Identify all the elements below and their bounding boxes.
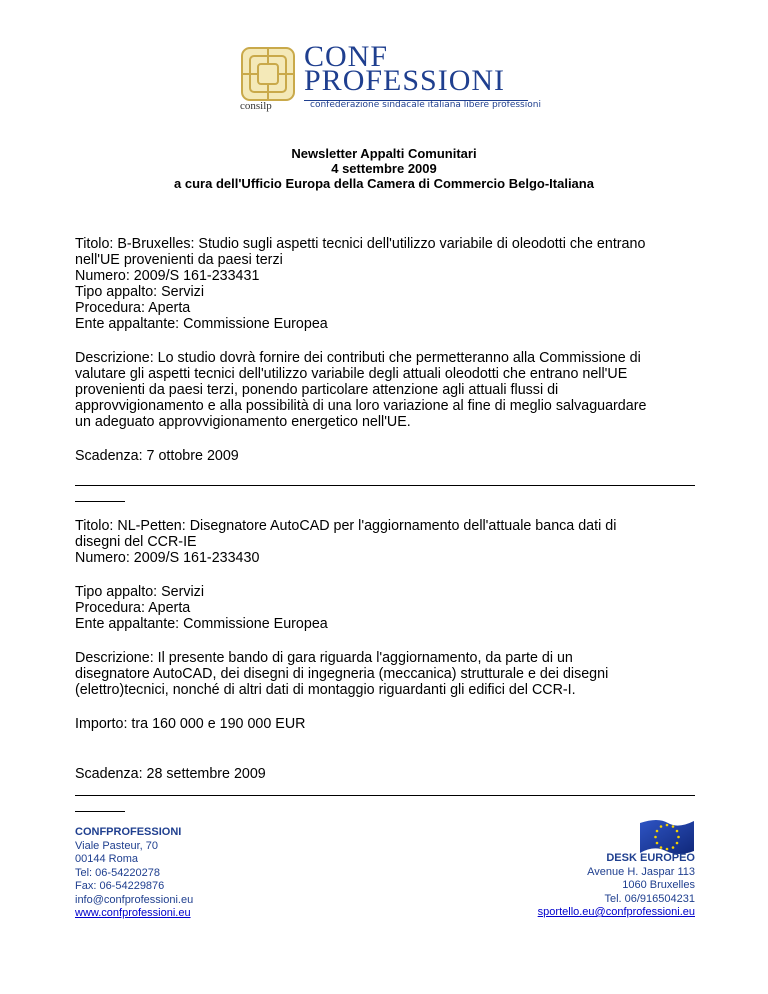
- footer-email-link[interactable]: sportello.eu@confprofessioni.eu: [537, 906, 695, 918]
- entry-procedure: Procedura: Aperta: [75, 600, 191, 616]
- entry-type: Tipo appalto: Servizi: [75, 284, 204, 300]
- entry-description-2: disegnatore AutoCAD, dei disegni di ingegneria (meccanica) strutturale e dei disegni: [75, 666, 609, 682]
- newsletter-date: 4 settembre 2009: [331, 161, 437, 176]
- footer-city: 1060 Bruxelles: [622, 879, 695, 891]
- newsletter-author: a cura dell'Ufficio Europa della Camera di Commercio Belgo-Italiana: [174, 176, 594, 191]
- entry-type: Tipo appalto: Servizi: [75, 584, 204, 600]
- separator-line-short: [75, 811, 125, 812]
- entry-description: Descrizione: Il presente bando di gara riguarda l'aggiornamento, da parte di un: [75, 650, 573, 666]
- entry-description-3: (elettro)tecnici, nonché di altri dati di montaggio riguardanti gli edifici del CCR-I.: [75, 682, 576, 698]
- footer-email: info@confprofessioni.eu: [75, 893, 194, 906]
- footer-contact-rome: [75, 826, 193, 921]
- brand-line-1: CONF: [304, 40, 389, 73]
- entry-description-3: provenienti da paesi terzi, ponendo particolare attenzione agli attuali flussi di: [75, 382, 559, 398]
- entry-description-2: valutare gli aspetti tecnici dell'utilizzo variabile degli attuali oleodotti che entrano nell'UE: [75, 366, 628, 382]
- entry-deadline: Scadenza: 28 settembre 2009: [75, 766, 266, 782]
- entry-procedure: Procedura: Aperta: [75, 300, 191, 316]
- footer-address: Viale Pasteur, 70: [75, 839, 158, 852]
- entry-authority: Ente appaltante: Commissione Europea: [75, 616, 328, 632]
- entry-number: Numero: 2009/S 161-233430: [75, 550, 260, 566]
- separator-line: [75, 795, 695, 796]
- newsletter-title: Newsletter Appalti Comunitari: [291, 146, 477, 161]
- entry-deadline: Scadenza: 7 ottobre 2009: [75, 448, 239, 464]
- entry-title-cont: nell'UE provenienti da paesi terzi: [75, 252, 283, 268]
- tender-entry-2: [75, 518, 697, 782]
- separator-line-short: [75, 501, 125, 502]
- entry-description-5: un adeguato approvvigionamento energetico nell'UE.: [75, 414, 411, 430]
- footer-phone: Tel: 06-54220278: [75, 866, 161, 879]
- separator-line: [75, 485, 695, 486]
- brand-line-2: PROFESSIONI: [304, 64, 506, 97]
- footer-contact-brussels: [538, 852, 695, 920]
- footer-address: Avenue H. Jaspar 113: [587, 865, 695, 878]
- brand-subtitle: confederazione sindacale italiana libere professioni: [310, 100, 541, 110]
- entry-authority: Ente appaltante: Commissione Europea: [75, 316, 328, 332]
- seal-label: consilp: [240, 100, 272, 112]
- entry-title-cont: disegni del CCR-IE: [75, 534, 197, 550]
- confprofessioni-logo: [238, 40, 541, 114]
- footer-org-name: CONFPROFESSIONI: [75, 826, 182, 838]
- footer-fax: Fax: 06-54229876: [75, 880, 165, 892]
- newsletter-header: [0, 146, 768, 191]
- footer-website-link[interactable]: www.confprofessioni.eu: [75, 907, 191, 919]
- footer-phone: Tel. 06/916504231: [604, 892, 695, 905]
- eu-flag-icon: [638, 817, 695, 855]
- footer-city: 00144 Roma: [75, 853, 138, 865]
- entry-title: Titolo: B-Bruxelles: Studio sugli aspetti tecnici dell'utilizzo variabile di oleodotti che entrano: [75, 236, 646, 252]
- entry-title: Titolo: NL-Petten: Disegnatore AutoCAD per l'aggiornamento dell'attuale banca dati di: [75, 518, 617, 534]
- footer-org-name: DESK EUROPEO: [606, 852, 695, 864]
- tender-entry-1: [75, 236, 697, 464]
- entry-description-4: approvvigionamento e alla possibilità di una loro variazione al fine di meglio salvaguardare: [75, 398, 647, 414]
- entry-description: Descrizione: Lo studio dovrà fornire dei contributi che permetteranno alla Commissione di: [75, 350, 641, 366]
- brand-wordmark: [300, 40, 541, 114]
- entry-number: Numero: 2009/S 161-233431: [75, 268, 260, 284]
- entry-amount: Importo: tra 160 000 e 190 000 EUR: [75, 716, 306, 732]
